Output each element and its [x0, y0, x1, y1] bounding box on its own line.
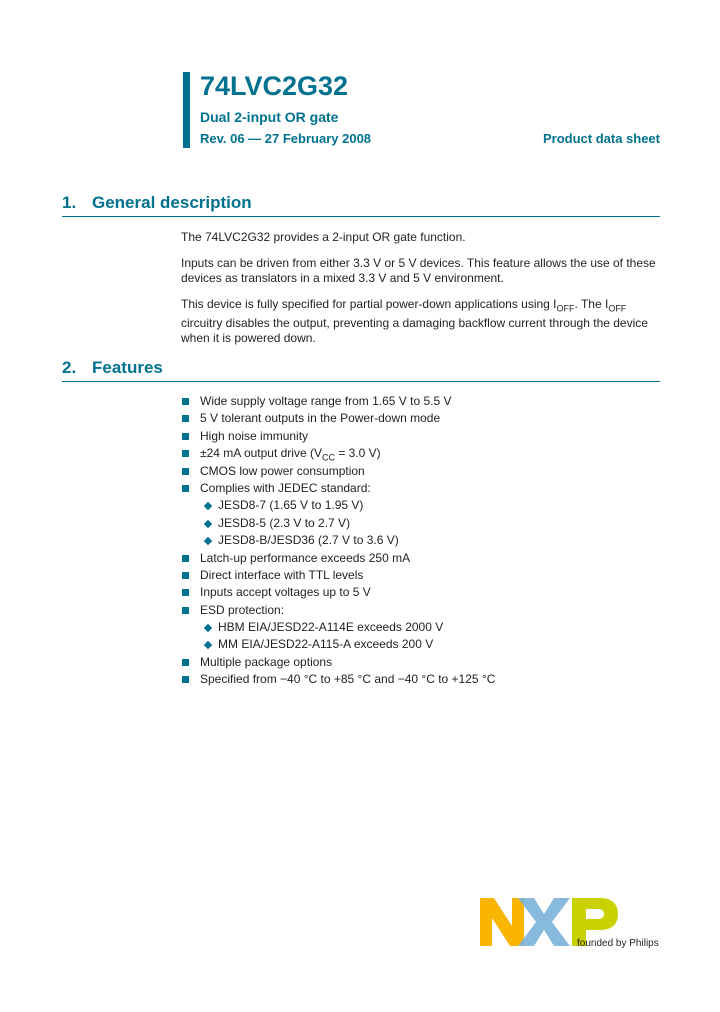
list-item	[181, 445, 661, 462]
header-accent-bar	[183, 72, 190, 148]
sub-list-item	[181, 532, 661, 549]
list-item	[181, 584, 661, 601]
paragraph: The 74LVC2G32 provides a 2-input OR gate function.	[181, 230, 466, 244]
section-title: General description	[92, 193, 252, 212]
list-item-text: ESD protection:	[200, 602, 285, 617]
section-heading-features	[62, 358, 660, 382]
subscript: CC	[321, 452, 335, 463]
nxp-logo	[478, 896, 663, 950]
list-item	[181, 671, 661, 688]
subscript: OFF	[608, 303, 627, 314]
list-item	[181, 567, 661, 584]
list-item-text: CMOS low power consumption	[200, 463, 365, 478]
document-type: Product data sheet	[542, 131, 660, 146]
list-item-text: Inputs accept voltages up to 5 V	[200, 585, 371, 600]
square-bullet-icon	[182, 659, 189, 666]
list-item-text: JESD8-5 (2.3 V to 2.7 V)	[218, 515, 351, 530]
list-item-text: JESD8-B/JESD36 (2.7 V to 3.6 V)	[218, 533, 399, 548]
square-bullet-icon	[182, 468, 189, 475]
diamond-bullet-icon	[204, 537, 212, 545]
square-bullet-icon	[182, 485, 189, 492]
square-bullet-icon	[182, 555, 189, 562]
feature-list	[181, 393, 661, 689]
list-item-text: Wide supply voltage range from 1.65 V to 5.5 V	[200, 394, 452, 408]
document-subtitle: Dual 2-input OR gate	[200, 109, 339, 125]
list-item-text: Complies with JEDEC standard:	[200, 480, 371, 495]
list-item-text: ±24 mA output drive (V	[200, 446, 322, 461]
list-item-text: HBM EIA/JESD22-A114E exceeds 2000 V	[218, 620, 444, 635]
paragraph-text: . The I	[574, 297, 609, 311]
list-item-text: = 3.0 V)	[334, 446, 381, 461]
list-item	[181, 602, 661, 619]
diamond-bullet-icon	[204, 641, 212, 649]
paragraph-text: This device is fully specified for partial power-down applications using I	[181, 297, 557, 311]
square-bullet-icon	[182, 398, 189, 405]
list-item	[181, 550, 661, 567]
subscript: OFF	[556, 303, 575, 314]
list-item-text: Specified from −40 °C to +85 °C and −40 °C to +125 °C	[200, 672, 496, 687]
list-item-text: 5 V tolerant outputs in the Power-down mode	[200, 411, 441, 426]
logo-x-shape	[518, 898, 570, 946]
list-item	[181, 654, 661, 671]
diamond-bullet-icon	[204, 624, 212, 632]
square-bullet-icon	[182, 676, 189, 683]
list-item	[181, 428, 661, 445]
square-bullet-icon	[182, 607, 189, 614]
section-number: 2.	[62, 358, 77, 377]
list-item	[181, 480, 661, 497]
list-item-text: Multiple package options	[200, 654, 333, 669]
sub-list-item	[181, 515, 661, 532]
list-item-text: High noise immunity	[200, 428, 309, 443]
square-bullet-icon	[182, 572, 189, 579]
list-item-text: Latch-up performance exceeds 250 mA	[200, 550, 411, 565]
square-bullet-icon	[182, 433, 189, 440]
diamond-bullet-icon	[204, 519, 212, 527]
list-item-text: MM EIA/JESD22-A115-A exceeds 200 V	[218, 637, 434, 652]
list-item	[181, 410, 661, 427]
list-item	[181, 393, 661, 410]
logo-n-shape	[480, 898, 524, 946]
document-title: 74LVC2G32	[200, 71, 349, 101]
sub-list-item	[181, 619, 661, 636]
square-bullet-icon	[182, 415, 189, 422]
list-item	[181, 463, 661, 480]
sub-list-item	[181, 636, 661, 653]
list-item-text: Direct interface with TTL levels	[200, 567, 364, 582]
sub-list-item	[181, 497, 661, 514]
square-bullet-icon	[182, 589, 189, 596]
logo-tagline: founded by Philips	[577, 938, 659, 949]
paragraph-text: circuitry disables the output, preventing a damaging backflow current through the device when it is powered down.	[181, 316, 648, 346]
revision-line: Rev. 06 — 27 February 2008	[200, 131, 372, 146]
square-bullet-icon	[182, 450, 189, 457]
list-item-text: JESD8-7 (1.65 V to 1.95 V)	[218, 498, 364, 513]
section-number: 1.	[62, 193, 77, 212]
section-title: Features	[92, 358, 163, 377]
paragraph: Inputs can be driven from either 3.3 V or 5 V devices. This feature allows the use of these devices as translators in a mixed 3.3 V and 5 V environment.	[181, 256, 656, 285]
paragraph	[181, 297, 661, 346]
section-heading-general-description	[62, 193, 660, 217]
diamond-bullet-icon	[204, 502, 212, 510]
